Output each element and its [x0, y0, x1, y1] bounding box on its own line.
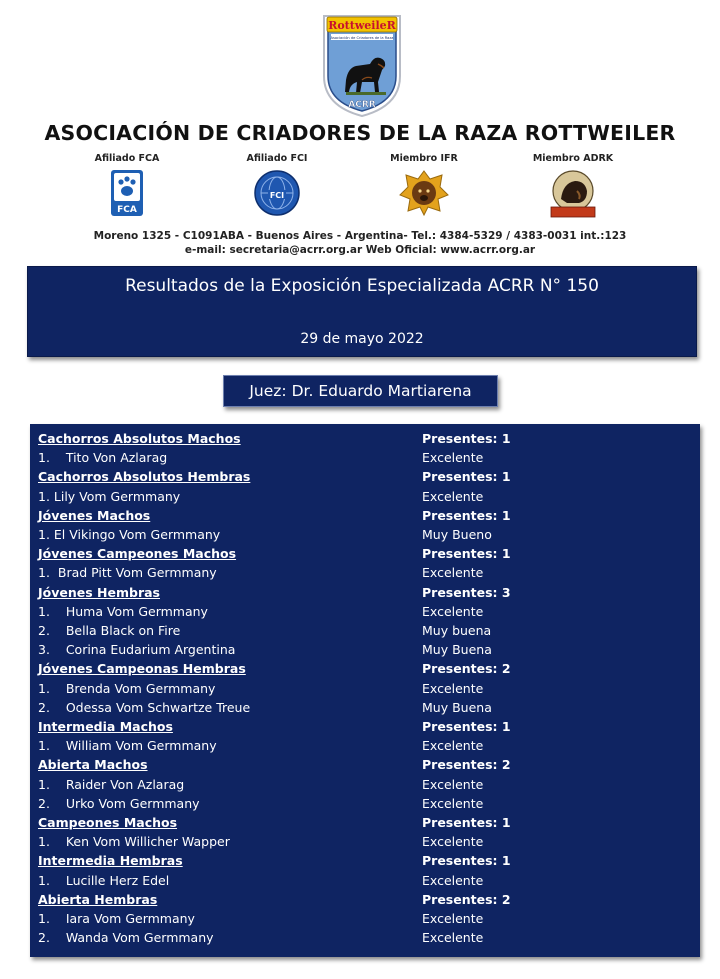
result-entry-row	[38, 832, 698, 851]
qualification: Excelente	[422, 565, 484, 581]
contact-address: Moreno 1325 - C1091ABA - Buenos Aires - Argentina- Tel.: 4384-5329 / 4383-0031 int.:123	[93, 230, 627, 242]
class-name: Jóvenes Campeones Machos	[38, 546, 237, 562]
result-entry-row	[38, 698, 698, 717]
class-header-row	[38, 506, 698, 525]
qualification: Muy Buena	[422, 699, 492, 715]
exhibition-banner	[27, 266, 697, 357]
result-entry-row	[38, 563, 698, 582]
affiliation-label: Miembro IFR	[390, 153, 458, 164]
qualification: Excelente	[422, 488, 484, 504]
qualification: Excelente	[422, 776, 484, 792]
svg-text:FCA: FCA	[117, 205, 137, 215]
dog-name: 1. Huma Vom Germmany	[38, 603, 208, 619]
svg-text:FCI: FCI	[269, 191, 285, 200]
class-header-row	[38, 429, 698, 448]
dog-name: 2. Odessa Vom Schwartze Treue	[38, 699, 251, 715]
fci-globe-logo-icon	[253, 169, 301, 217]
class-header-row	[38, 544, 698, 563]
dog-name: 2. Bella Black on Fire	[38, 623, 181, 638]
result-entry-row	[38, 640, 698, 659]
qualification: Muy Buena	[422, 642, 492, 658]
organization-name: ASOCIACIÓN DE CRIADORES DE LA RAZA ROTTWEILER	[44, 121, 676, 145]
dog-name: 2. Urko Vom Germmany	[38, 795, 200, 811]
qualification: Muy Bueno	[422, 527, 492, 542]
fca-paw-logo-icon	[110, 169, 144, 217]
qualification: Excelente	[422, 834, 484, 850]
class-name: Intermedia Hembras	[38, 853, 183, 869]
result-entry-row	[38, 909, 698, 928]
present-count: Presentes: 3	[422, 584, 511, 600]
dog-name: 1. Ken Vom Willicher Wapper	[38, 834, 230, 850]
present-count: Presentes: 1	[422, 853, 511, 869]
affiliation-fca	[67, 153, 187, 217]
present-count: Presentes: 1	[422, 719, 511, 734]
class-name: Jóvenes Campeonas Hembras	[38, 661, 246, 677]
ifr-dog-emblem-icon	[398, 169, 450, 217]
present-count: Presentes: 1	[422, 546, 511, 562]
result-entry-row	[38, 448, 698, 467]
class-name: Abierta Machos	[38, 757, 148, 773]
result-entry-row	[38, 621, 698, 640]
qualification: Excelente	[422, 795, 484, 811]
exhibition-date: 29 de mayo 2022	[300, 331, 424, 347]
class-name: Jóvenes Machos	[38, 507, 151, 523]
dog-name: 1. William Vom Germmany	[38, 738, 217, 754]
svg-text:RottweileR: RottweileR	[328, 19, 396, 32]
dog-name: 1. Lily Vom Germmany	[38, 488, 181, 504]
dog-name: 1. Brenda Vom Germmany	[38, 680, 216, 696]
class-header-row	[38, 659, 698, 678]
dog-name: 1. Tito Von Azlarag	[38, 450, 168, 466]
result-entry-row	[38, 525, 698, 544]
qualification: Excelente	[422, 680, 484, 696]
class-name: Cachorros Absolutos Hembras	[38, 469, 251, 485]
result-entry-row	[38, 679, 698, 698]
affiliation-fci	[217, 153, 337, 217]
result-entry-row	[38, 928, 698, 947]
class-name: Intermedia Machos	[38, 719, 173, 734]
contact-email-web: e-mail: secretaria@acrr.org.ar Web Oficial: www.acrr.org.ar	[184, 244, 536, 256]
result-entry-row	[38, 775, 698, 794]
svg-text:ACRR: ACRR	[348, 100, 376, 110]
present-count: Presentes: 2	[422, 661, 511, 677]
class-header-row	[38, 467, 698, 486]
results-panel	[30, 424, 700, 957]
dog-name: 3. Corina Eudarium Argentina	[38, 642, 236, 658]
result-entry-row	[38, 871, 698, 890]
svg-text:Asociación de Criadores de la: Asociación de Criadores de la Raza	[330, 36, 394, 40]
acrr-shield-logo	[322, 14, 402, 118]
result-entry-row	[38, 736, 698, 755]
result-entry-row	[38, 794, 698, 813]
dog-name: 1. Raider Von Azlarag	[38, 776, 185, 792]
class-name: Jóvenes Hembras	[38, 584, 160, 600]
affiliation-label: Miembro ADRK	[532, 153, 614, 164]
dog-name: 1. Brad Pitt Vom Germmany	[38, 565, 217, 581]
present-count: Presentes: 1	[422, 507, 511, 523]
dog-name: 1. Iara Vom Germmany	[38, 911, 195, 926]
class-name: Campeones Machos	[38, 815, 178, 830]
class-header-row	[38, 717, 698, 736]
judge-label: Juez: Dr. Eduardo Martiarena	[223, 375, 498, 407]
qualification: Excelente	[422, 450, 484, 466]
dog-name: 2. Wanda Vom Germmany	[38, 930, 214, 946]
present-count: Presentes: 1	[422, 815, 511, 830]
class-header-row	[38, 813, 698, 832]
present-count: Presentes: 1	[422, 431, 511, 446]
present-count: Presentes: 2	[422, 891, 511, 907]
class-header-row	[38, 583, 698, 602]
result-entry-row	[38, 602, 698, 621]
result-entry-row	[38, 487, 698, 506]
class-name: Cachorros Absolutos Machos	[38, 431, 241, 446]
affiliation-label: Afiliado FCA	[94, 153, 160, 164]
class-header-row	[38, 851, 698, 870]
affiliation-adrk	[513, 153, 633, 219]
class-header-row	[38, 755, 698, 774]
qualification: Excelente	[422, 911, 484, 926]
present-count: Presentes: 1	[422, 469, 511, 485]
adrk-dog-emblem-icon	[547, 169, 599, 219]
affiliation-ifr	[364, 153, 484, 217]
exhibition-title: Resultados de la Exposición Especializada ACRR N° 150	[125, 276, 599, 296]
class-name: Abierta Hembras	[38, 891, 158, 907]
qualification: Excelente	[422, 738, 484, 754]
qualification: Excelente	[422, 872, 484, 888]
class-header-row	[38, 890, 698, 909]
dog-name: 1. El Vikingo Vom Germmany	[38, 527, 221, 542]
dog-name: 1. Lucille Herz Edel	[38, 872, 170, 888]
qualification: Excelente	[422, 603, 484, 619]
present-count: Presentes: 2	[422, 757, 511, 773]
qualification: Muy buena	[422, 623, 492, 638]
qualification: Excelente	[422, 930, 484, 946]
affiliation-label: Afiliado FCI	[246, 153, 308, 164]
